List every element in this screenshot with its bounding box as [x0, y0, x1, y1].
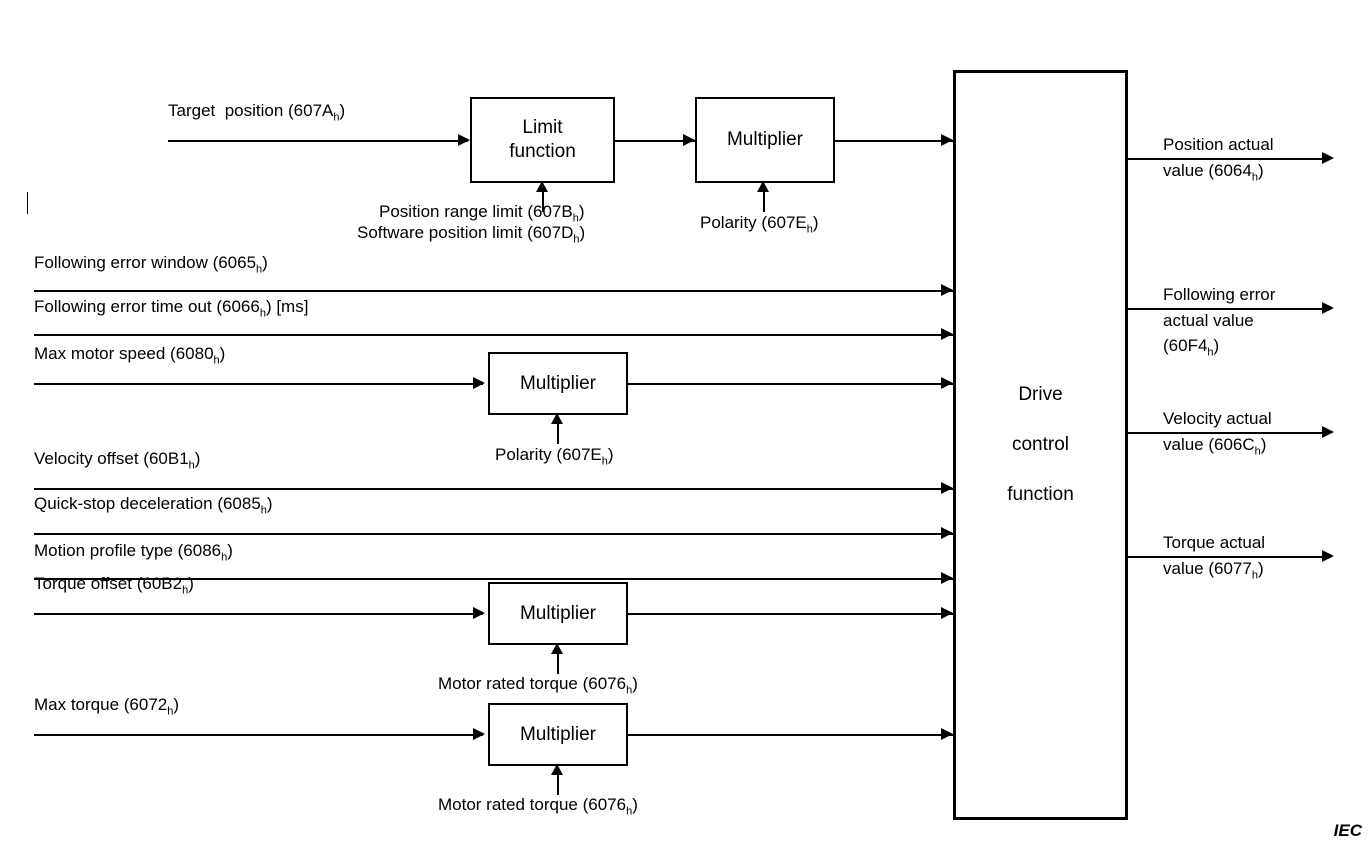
label-motion-profile-type: Motion profile type $(6086_h)$ [34, 541, 233, 564]
multiplier-block-max-torque [488, 703, 628, 766]
label-position-range-limit: Position range limit $(607B_h)$ [379, 202, 585, 225]
arrow-polarity-top-up [757, 181, 769, 192]
line-following-error-time-out [34, 334, 953, 336]
arrow-multiplier-torque-offset-out [941, 607, 953, 619]
line-target-position-in [168, 140, 468, 142]
label-following-error-actual-value-line1: Following error [1163, 285, 1276, 304]
multiplier-block-torque-offset [488, 582, 628, 645]
label-following-error-actual-value-line2: actual value [1163, 311, 1254, 330]
line-quick-stop-deceleration [34, 533, 953, 535]
limit-function-line-1: Limit [522, 117, 563, 138]
multiplier-block-top [695, 97, 835, 183]
arrow-following-error-time-out [941, 328, 953, 340]
arrow-velocity-offset [941, 482, 953, 494]
drive-control-function-block [953, 70, 1128, 820]
line-motor-rated-torque-2-up [557, 773, 559, 795]
line-torque-offset-in [34, 613, 483, 615]
multiplier-label-speed: Multiplier [519, 372, 597, 394]
arrow-multiplier-speed-out [941, 377, 953, 389]
line-polarity-top-up [763, 190, 765, 212]
label-velocity-actual-value-line1: Velocity actual [1163, 409, 1272, 428]
label-torque-offset: Torque offset $(60B2_h)$ [34, 574, 194, 597]
arrow-following-error-window [941, 284, 953, 296]
arrow-max-torque-in [473, 728, 485, 740]
arrow-multiplier-max-torque-out [941, 728, 953, 740]
multiplier-block-speed [488, 352, 628, 415]
line-polarity-speed-up [557, 422, 559, 444]
label-target-position: Target position $(607A_h)$ [168, 101, 346, 124]
limit-function-line-2: function [509, 141, 576, 162]
iec-caption: IEC [1333, 821, 1362, 840]
arrow-max-motor-speed-in [473, 377, 485, 389]
label-torque-actual-value-line2: value $(6077_h)$ [1163, 559, 1264, 582]
arrow-motion-profile-type [941, 572, 953, 584]
label-quick-stop-deceleration: Quick-stop deceleration $(6085_h)$ [34, 494, 273, 517]
label-following-error-window: Following error window $(6065_h)$ [34, 253, 268, 276]
label-velocity-offset: Velocity offset $(60B1_h)$ [34, 449, 201, 472]
line-velocity-offset [34, 488, 953, 490]
arrow-polarity-speed-up [551, 413, 563, 424]
label-following-error-actual-value-line3: $(60F4_h)$ [1163, 336, 1220, 359]
label-following-error-time-out: Following error time out $(6066_h)$ [ms] [34, 297, 309, 320]
drive-control-line-2: control [1011, 434, 1069, 455]
label-motor-rated-torque-1: Motor rated torque $(6076_h)$ [438, 674, 638, 697]
label-polarity-top: Polarity $(607E_h)$ [700, 213, 819, 236]
arrow-position-limits-up [536, 181, 548, 192]
line-multiplier-max-torque-out [628, 734, 953, 736]
arrow-target-position-in [458, 134, 470, 146]
arrow-quick-stop-deceleration [941, 527, 953, 539]
label-software-position-limit: Software position limit $(607D_h)$ [357, 223, 586, 246]
label-max-motor-speed: Max motor speed $(6080_h)$ [34, 344, 226, 367]
line-motor-rated-torque-1-up [557, 652, 559, 674]
label-max-torque: Max torque $(6072_h)$ [34, 695, 180, 718]
arrow-following-error-actual-value [1322, 302, 1334, 314]
multiplier-label-max-torque: Multiplier [519, 723, 597, 745]
multiplier-label-torque-offset: Multiplier [519, 602, 597, 624]
arrow-motor-rated-torque-1-up [551, 643, 563, 654]
label-polarity-speed: Polarity $(607E_h)$ [495, 445, 614, 468]
margin-tick [27, 192, 36, 214]
drive-control-line-1: Drive [1018, 384, 1063, 405]
arrow-motor-rated-torque-2-up [551, 764, 563, 775]
arrow-limit-to-multiplier [683, 134, 695, 146]
arrow-velocity-actual-value [1322, 426, 1334, 438]
line-multiplier-to-drive-top [835, 140, 953, 142]
line-following-error-window [34, 290, 953, 292]
label-position-actual-value-line2: value $(6064_h)$ [1163, 161, 1264, 184]
arrow-multiplier-to-drive-top [941, 134, 953, 146]
line-multiplier-speed-out [628, 383, 953, 385]
line-multiplier-torque-offset-out [628, 613, 953, 615]
multiplier-label-top: Multiplier [726, 129, 804, 150]
arrow-position-actual-value [1322, 152, 1334, 164]
label-position-actual-value-line1: Position actual [1163, 135, 1274, 154]
limit-function-block [470, 97, 615, 183]
arrow-torque-actual-value [1322, 550, 1334, 562]
line-max-motor-speed-in [34, 383, 483, 385]
label-motor-rated-torque-2: Motor rated torque $(6076_h)$ [438, 795, 638, 818]
label-torque-actual-value-line1: Torque actual [1163, 533, 1266, 552]
label-velocity-actual-value-line2: value $(606C_h)$ [1163, 435, 1267, 458]
drive-control-line-3: function [1007, 484, 1074, 505]
arrow-torque-offset-in [473, 607, 485, 619]
line-max-torque-in [34, 734, 483, 736]
